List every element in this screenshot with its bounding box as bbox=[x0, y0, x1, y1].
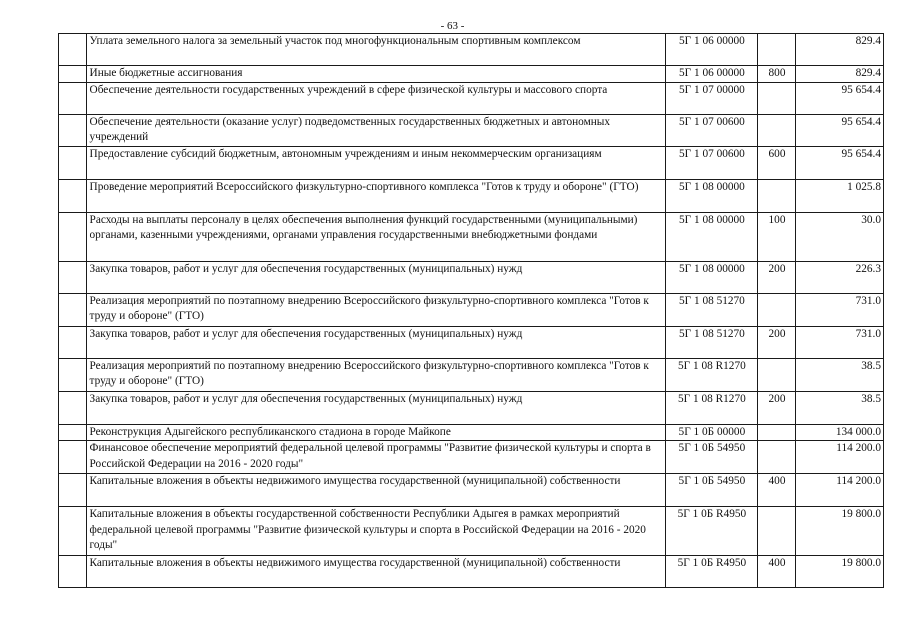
table-row bbox=[59, 326, 884, 358]
page-number: - 63 - bbox=[440, 20, 465, 32]
row-name: Обеспечение деятельности государственных учреждений в сфере физической культуры и массового спорта bbox=[86, 82, 665, 114]
row-name: Расходы на выплаты персоналу в целях обеспечения выполнения функций государственными (муниципальными) органами, казенными учреждениями, органами управления государственными внебюджетными фондами bbox=[86, 212, 665, 261]
row-amount: 19 800.0 bbox=[796, 556, 884, 588]
table-row bbox=[59, 66, 884, 83]
row-target-code: 5Г 1 0Б 54950 bbox=[665, 441, 757, 474]
row-indent-cell bbox=[59, 556, 87, 588]
row-indent-cell bbox=[59, 114, 87, 146]
table-row bbox=[59, 146, 884, 179]
row-indent-cell bbox=[59, 326, 87, 358]
row-expense-type: 100 bbox=[757, 212, 795, 261]
row-target-code: 5Г 1 08 R1270 bbox=[665, 391, 757, 424]
row-amount: 38.5 bbox=[796, 358, 884, 391]
row-expense-type: 400 bbox=[757, 474, 795, 507]
row-expense-type: 200 bbox=[757, 261, 795, 293]
row-name: Капитальные вложения в объекты государственной собственности Республики Адыгея в рамках мероприятий федеральной целевой программы "Развитие физической культуры и спорта в Российской Федерации на 2016 - 2020 годы" bbox=[86, 507, 665, 556]
row-amount: 731.0 bbox=[796, 326, 884, 358]
row-expense-type bbox=[757, 441, 795, 474]
table-row bbox=[59, 212, 884, 261]
row-indent-cell bbox=[59, 66, 87, 83]
row-name: Иные бюджетные ассигнования bbox=[86, 66, 665, 83]
row-indent-cell bbox=[59, 179, 87, 212]
row-target-code: 5Г 1 07 00600 bbox=[665, 114, 757, 146]
budget-table-body bbox=[59, 34, 884, 588]
row-target-code: 5Г 1 08 51270 bbox=[665, 293, 757, 326]
row-expense-type: 400 bbox=[757, 556, 795, 588]
row-amount: 95 654.4 bbox=[796, 114, 884, 146]
row-expense-type bbox=[757, 358, 795, 391]
row-name: Реконструкция Адыгейского республиканского стадиона в городе Майкопе bbox=[86, 424, 665, 441]
row-expense-type bbox=[757, 34, 795, 66]
row-target-code: 5Г 1 08 00000 bbox=[665, 179, 757, 212]
row-target-code: 5Г 1 0Б 00000 bbox=[665, 424, 757, 441]
table-row bbox=[59, 261, 884, 293]
row-name: Закупка товаров, работ и услуг для обеспечения государственных (муниципальных) нужд bbox=[86, 326, 665, 358]
row-target-code: 5Г 1 06 00000 bbox=[665, 66, 757, 83]
row-indent-cell bbox=[59, 34, 87, 66]
row-name: Закупка товаров, работ и услуг для обеспечения государственных (муниципальных) нужд bbox=[86, 391, 665, 424]
row-expense-type: 800 bbox=[757, 66, 795, 83]
row-amount: 19 800.0 bbox=[796, 507, 884, 556]
row-indent-cell bbox=[59, 293, 87, 326]
table-row bbox=[59, 556, 884, 588]
row-name: Предоставление субсидий бюджетным, автономным учреждениям и иным некоммерческим организациям bbox=[86, 146, 665, 179]
row-name: Уплата земельного налога за земельный участок под многофункциональным спортивным комплексом bbox=[86, 34, 665, 66]
row-name: Закупка товаров, работ и услуг для обеспечения государственных (муниципальных) нужд bbox=[86, 261, 665, 293]
row-target-code: 5Г 1 0Б 54950 bbox=[665, 474, 757, 507]
table-row bbox=[59, 293, 884, 326]
row-target-code: 5Г 1 08 00000 bbox=[665, 212, 757, 261]
table-row bbox=[59, 179, 884, 212]
table-row bbox=[59, 82, 884, 114]
row-name: Финансовое обеспечение мероприятий федеральной целевой программы "Развитие физической культуры и спорта в Российской Федерации на 2016 - 2020 годы" bbox=[86, 441, 665, 474]
row-target-code: 5Г 1 08 51270 bbox=[665, 326, 757, 358]
row-amount: 829.4 bbox=[796, 66, 884, 83]
row-indent-cell bbox=[59, 474, 87, 507]
row-expense-type bbox=[757, 507, 795, 556]
row-indent-cell bbox=[59, 391, 87, 424]
row-expense-type: 600 bbox=[757, 146, 795, 179]
table-row bbox=[59, 474, 884, 507]
row-amount: 829.4 bbox=[796, 34, 884, 66]
row-target-code: 5Г 1 06 00000 bbox=[665, 34, 757, 66]
table-row bbox=[59, 114, 884, 146]
budget-table bbox=[58, 33, 884, 588]
row-target-code: 5Г 1 08 R1270 bbox=[665, 358, 757, 391]
row-name: Капитальные вложения в объекты недвижимого имущества государственной (муниципальной) собственности bbox=[86, 474, 665, 507]
row-name: Обеспечение деятельности (оказание услуг) подведомственных государственных бюджетных и автономных учреждений bbox=[86, 114, 665, 146]
row-name: Проведение мероприятий Всероссийского физкультурно-спортивного комплекса "Готов к труду и обороне" (ГТО) bbox=[86, 179, 665, 212]
row-name: Реализация мероприятий по поэтапному внедрению Всероссийского физкультурно-спортивного комплекса "Готов к труду и обороне" (ГТО) bbox=[86, 358, 665, 391]
row-expense-type bbox=[757, 293, 795, 326]
row-expense-type: 200 bbox=[757, 391, 795, 424]
row-indent-cell bbox=[59, 212, 87, 261]
row-amount: 114 200.0 bbox=[796, 474, 884, 507]
table-row bbox=[59, 391, 884, 424]
row-amount: 30.0 bbox=[796, 212, 884, 261]
row-amount: 38.5 bbox=[796, 391, 884, 424]
row-indent-cell bbox=[59, 424, 87, 441]
table-row bbox=[59, 424, 884, 441]
row-target-code: 5Г 1 07 00600 bbox=[665, 146, 757, 179]
table-row bbox=[59, 358, 884, 391]
row-amount: 114 200.0 bbox=[796, 441, 884, 474]
row-amount: 226.3 bbox=[796, 261, 884, 293]
row-indent-cell bbox=[59, 358, 87, 391]
row-indent-cell bbox=[59, 507, 87, 556]
row-target-code: 5Г 1 08 00000 bbox=[665, 261, 757, 293]
row-indent-cell bbox=[59, 82, 87, 114]
row-expense-type bbox=[757, 179, 795, 212]
table-row bbox=[59, 34, 884, 66]
row-amount: 95 654.4 bbox=[796, 82, 884, 114]
row-indent-cell bbox=[59, 146, 87, 179]
row-expense-type bbox=[757, 114, 795, 146]
table-row bbox=[59, 441, 884, 474]
row-expense-type: 200 bbox=[757, 326, 795, 358]
row-amount: 95 654.4 bbox=[796, 146, 884, 179]
row-amount: 731.0 bbox=[796, 293, 884, 326]
row-name: Реализация мероприятий по поэтапному внедрению Всероссийского физкультурно-спортивного комплекса "Готов к труду и обороне" (ГТО) bbox=[86, 293, 665, 326]
row-target-code: 5Г 1 0Б R4950 bbox=[665, 507, 757, 556]
row-indent-cell bbox=[59, 261, 87, 293]
row-target-code: 5Г 1 0Б R4950 bbox=[665, 556, 757, 588]
table-row bbox=[59, 507, 884, 556]
row-amount: 134 000.0 bbox=[796, 424, 884, 441]
row-indent-cell bbox=[59, 441, 87, 474]
row-expense-type bbox=[757, 82, 795, 114]
row-amount: 1 025.8 bbox=[796, 179, 884, 212]
row-expense-type bbox=[757, 424, 795, 441]
row-name: Капитальные вложения в объекты недвижимого имущества государственной (муниципальной) собственности bbox=[86, 556, 665, 588]
row-target-code: 5Г 1 07 00000 bbox=[665, 82, 757, 114]
